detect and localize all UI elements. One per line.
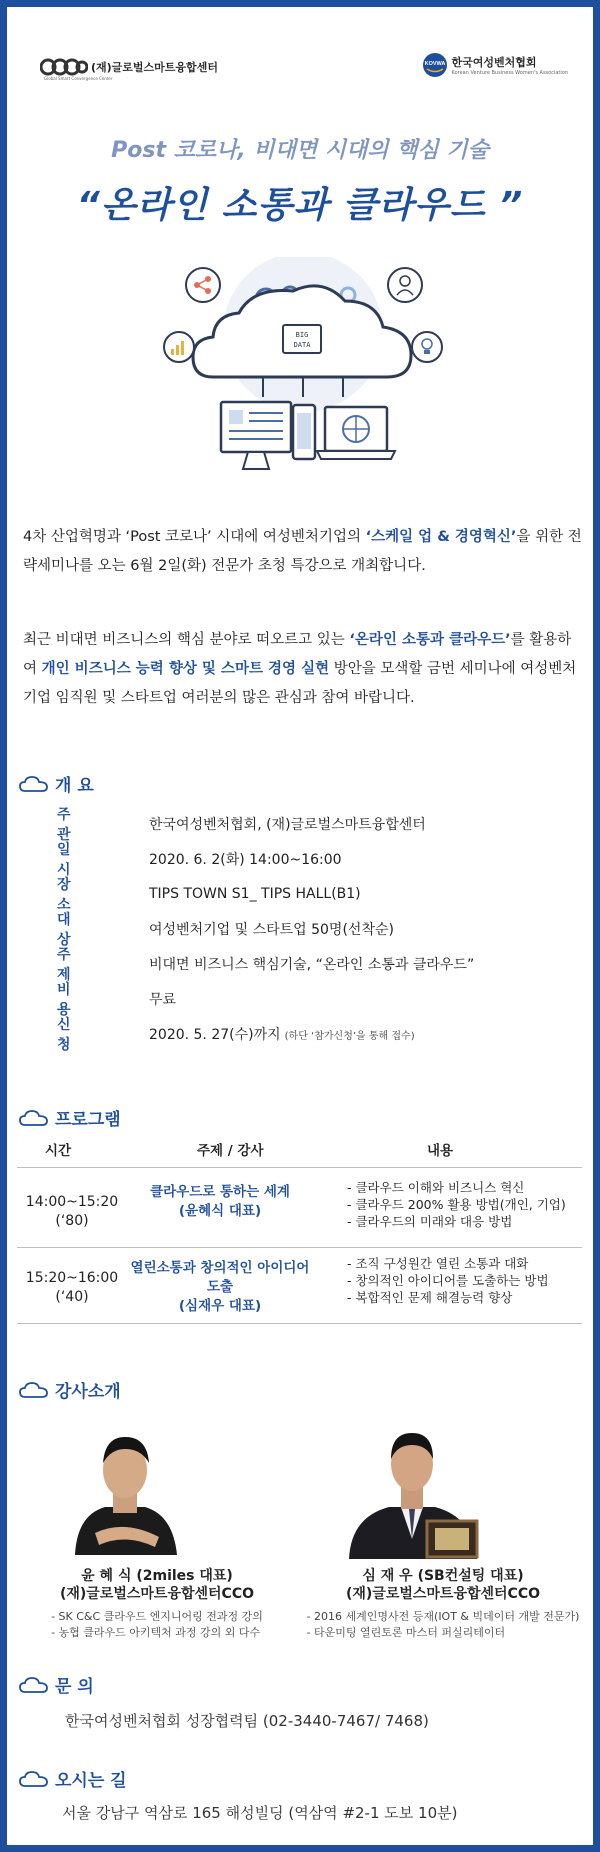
bar-chart-icon <box>164 332 194 362</box>
program-speaker: (윤혜식 대표) <box>178 1203 262 1219</box>
speaker-bio <box>307 1609 580 1641</box>
program-time-range: 15:20~16:00 <box>25 1270 119 1286</box>
monitor-icon <box>221 402 291 469</box>
speaker-bio <box>51 1609 263 1641</box>
program-time <box>17 1269 127 1307</box>
overview-label: 장소 <box>57 877 79 913</box>
overview-value: TIPS TOWN S1_ TIPS HALL(B1) <box>149 886 361 902</box>
lightbulb-icon <box>412 332 442 362</box>
overview-label: 비용 <box>57 982 79 1018</box>
program-content <box>347 1255 582 1306</box>
big-label: BIG <box>295 331 309 339</box>
overview-row <box>57 1017 415 1053</box>
section-directions-heading <box>19 1766 127 1791</box>
hero-subtitle: Post 코로나, 비대면 시대의 핵심 기술 <box>111 138 489 163</box>
header <box>32 52 568 84</box>
overview-row <box>57 947 475 983</box>
program-item: - 조직 구성원간 열린 소통과 대화 <box>347 1256 529 1271</box>
overview-value: 2020. 6. 2(화) 14:00~16:00 <box>149 852 342 868</box>
program-topic <box>129 1259 311 1316</box>
intro-text: 을 위한 전략세미나를 오는 6월 2일(화) 전문가 초청 특강으로 개최합니다. <box>23 529 582 574</box>
user-profile-icon <box>388 268 422 302</box>
cloud-bullet-icon <box>19 1381 49 1399</box>
speaker-bio-item: - 타운미팅 열린토론 마스터 퍼실리테이터 <box>306 1626 506 1639</box>
program-item: - 창의적인 아이디어를 도출하는 방법 <box>347 1273 549 1288</box>
intro-text: 최근 비대면 비즈니스의 핵심 분야로 떠오르고 있는 <box>23 632 350 648</box>
overview-value: 2020. 5. 27(수)까지 <box>149 1027 281 1043</box>
overview-value: 비대면 비즈니스 핵심기술, “온라인 소통과 클라우드” <box>149 957 475 973</box>
overview-row <box>57 807 426 843</box>
overview-value: 여성벤처기업 및 스타트업 50명(선착순) <box>149 922 394 938</box>
cloud-bullet-icon <box>19 775 49 793</box>
program-topic-title: 열린소통과 창의적인 아이디어 도출 <box>130 1260 310 1295</box>
speaker-2-photo <box>339 1409 489 1559</box>
table-divider <box>17 1323 582 1324</box>
speaker-name: 윤 혜 식 (2miles 대표) <box>81 1568 233 1584</box>
table-divider <box>17 1167 582 1168</box>
program-row <box>17 1255 582 1323</box>
data-label: DATA <box>293 341 311 349</box>
program-time-range: 14:00~15:20 <box>25 1194 119 1210</box>
laptop-icon <box>317 407 395 459</box>
section-title: 문 의 <box>55 1677 94 1697</box>
overview-note: (하단 ‘참가신청’을 통해 접수) <box>284 1030 415 1042</box>
program-duration: (‘40) <box>55 1289 89 1305</box>
program-item: - 클라우드 이해와 비즈니스 혁신 <box>347 1180 525 1195</box>
program-topic <box>129 1183 311 1221</box>
section-contact-heading <box>19 1672 94 1697</box>
overview-row <box>57 982 177 1018</box>
speaker-1-photo <box>65 1415 185 1555</box>
speaker-card <box>7 1567 307 1641</box>
speaker-bio-item: - 2016 세계인명사전 등재(IOT & 빅데이터 개발 전문가) <box>306 1610 580 1623</box>
section-overview-heading <box>19 771 94 796</box>
address-text: 서울 강남구 역삼로 165 해성빌딩 (역삼역 #2-1 도보 10분) <box>62 1804 458 1822</box>
overview-value: 한국여성벤처협회, (재)글로벌스마트융합센터 <box>149 817 426 833</box>
cloud-bullet-icon <box>19 1109 49 1127</box>
overview-row <box>57 912 394 948</box>
speaker-bio-item: - SK C&C 클라우드 엔지니어링 전과정 강의 <box>51 1610 263 1623</box>
section-title: 개 요 <box>55 776 94 796</box>
speaker-org: (재)글로벌스마트융합센터CCO <box>345 1586 540 1602</box>
cloud-bullet-icon <box>19 1770 49 1788</box>
col-time-header: 시간 <box>45 1143 72 1159</box>
program-item: - 클라우드의 미래와 대응 방법 <box>347 1214 513 1229</box>
kovwa-logo <box>422 52 568 78</box>
intro-text: 4차 산업혁명과 ‘Post 코로나’ 시대에 여성벤처기업의 <box>23 529 366 545</box>
share-icon <box>186 268 220 302</box>
overview-label: 주제 <box>57 947 79 983</box>
kovwa-logo-sub: Korean Venture Business Women's Association <box>451 70 568 76</box>
program-time <box>17 1193 127 1231</box>
intro-highlight: 개인 비즈니스 능력 향상 및 스마트 경영 실현 <box>41 661 330 677</box>
overview-row <box>57 877 361 913</box>
speaker-bio-item: - 농협 클라우드 아키텍처 과정 강의 외 다수 <box>51 1626 261 1639</box>
overview-label: 주관 <box>57 807 79 843</box>
program-item: - 클라우드 200% 활용 방법(개인, 기업) <box>347 1197 566 1212</box>
gsmc-logo <box>40 58 218 81</box>
intro-text: 방안을 모색할 금번 세미나에 여성벤처기업 임직원 및 스타트업 여러분의 많은 관심과 참여 바랍니다. <box>23 661 577 706</box>
intro-highlight: ‘온라인 소통과 클라우드’ <box>349 632 511 648</box>
section-title: 프로그램 <box>55 1110 121 1130</box>
table-divider <box>17 1247 582 1248</box>
cloud-computing-illustration <box>163 257 443 517</box>
overview-value: 무료 <box>149 992 177 1008</box>
overview-label: 일시 <box>57 842 79 878</box>
program-row <box>17 1179 582 1247</box>
intro-text: 를 활용하여 <box>23 632 572 677</box>
kovwa-logo-mark-icon <box>422 52 448 78</box>
gsmc-logo-sub: Global Smart Convergence Center <box>44 76 113 81</box>
smartphone-icon <box>293 405 315 459</box>
speaker-org: (재)글로벌스마트융합센터CCO <box>59 1586 254 1602</box>
intro-highlight: ‘스케일 업 & 경영혁신’ <box>365 529 517 545</box>
col-topic-header: 주제 / 강사 <box>197 1143 264 1159</box>
program-duration: (‘80) <box>55 1213 89 1229</box>
program-item: - 복합적인 문제 해결능력 향상 <box>347 1290 513 1305</box>
program-content <box>347 1179 582 1230</box>
section-title: 강사소개 <box>55 1382 121 1402</box>
contact-text: 한국여성벤처협회 성장협력팀 (02-3440-7467/ 7468) <box>65 1712 429 1730</box>
overview-label: 대상 <box>57 912 79 948</box>
gsmc-logo-mark-icon <box>40 58 88 76</box>
hero-title: “온라인 소통과 클라우드 ” <box>76 185 524 226</box>
gsmc-logo-name: (재)글로벌스마트융합센터 <box>91 61 218 74</box>
section-speakers-heading <box>19 1377 121 1402</box>
section-program-heading <box>19 1105 121 1130</box>
kovwa-logo-name: 한국여성벤처협회 <box>451 56 537 69</box>
overview-row <box>57 842 342 878</box>
overview-label: 신청 <box>57 1017 79 1053</box>
section-title: 오시는 길 <box>55 1771 127 1791</box>
svg-text:KOVWA: KOVWA <box>424 61 445 67</box>
speaker-card <box>293 1567 593 1641</box>
program-topic-title: 클라우드로 통하는 세계 <box>150 1184 290 1200</box>
intro-paragraph-1 <box>23 523 583 581</box>
intro-paragraph-2 <box>23 626 583 713</box>
program-speaker: (심재우 대표) <box>178 1298 262 1314</box>
speaker-name: 심 재 우 (SB컨설팅 대표) <box>362 1568 524 1584</box>
col-content-header: 내용 <box>427 1143 454 1159</box>
cloud-bullet-icon <box>19 1676 49 1694</box>
